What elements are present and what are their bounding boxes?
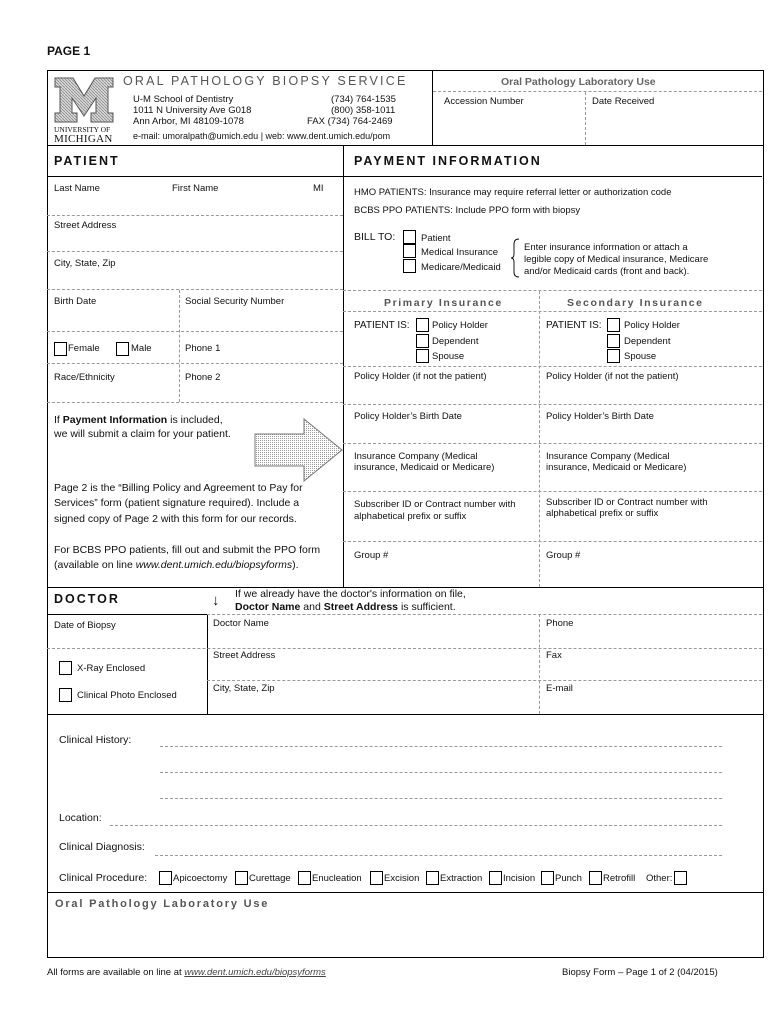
incision-checkbox[interactable] [489, 871, 502, 885]
page2-note-line3: signed copy of Page 2 with this form for our records. [54, 513, 297, 525]
biopsy-forms-link[interactable]: www.dent.umich.edu/biopsyforms [184, 967, 326, 978]
secondary-group-field[interactable] [543, 563, 759, 583]
primary-subscriber-field[interactable] [348, 524, 536, 538]
race-ethnicity-label: Race/Ethnicity [54, 372, 115, 383]
primary-ins-company-field[interactable] [348, 475, 536, 489]
contact-line: e-mail: umoralpath@umich.edu | web: www.dent.umich.edu/pom [133, 131, 391, 141]
primary-ins-company-label-2: insurance, Medicaid or Medicare) [354, 462, 495, 473]
fax-number: FAX (734) 764-2469 [307, 116, 393, 127]
phone2-label: Phone 2 [185, 372, 221, 383]
secondary-holder-birth-field[interactable] [543, 424, 759, 440]
secondary-insurance-title: Secondary Insurance [567, 297, 704, 309]
clinical-diagnosis-label: Clinical Diagnosis: [59, 841, 145, 853]
other-label: Other: [646, 873, 673, 884]
xray-enclosed-checkbox[interactable] [59, 661, 72, 675]
ssn-label: Social Security Number [185, 296, 285, 307]
patient-street-field[interactable] [50, 232, 340, 250]
footer-left: All forms are available on line at www.dent.umich.edu/biopsyforms [47, 967, 326, 978]
down-arrow-icon: ↓ [212, 592, 220, 609]
page2-note-line1: Page 2 is the “Billing Policy and Agreement to Pay for [54, 482, 303, 494]
primary-patient-is-label: PATIENT IS: [354, 320, 410, 331]
doctor-fax-label: Fax [546, 650, 562, 661]
apicoectomy-checkbox[interactable] [159, 871, 172, 885]
mi-label: MI [313, 183, 324, 194]
secondary-ins-company-field[interactable] [543, 475, 759, 489]
male-checkbox[interactable] [116, 342, 129, 356]
ssn-field[interactable] [182, 310, 340, 330]
extraction-checkbox[interactable] [426, 871, 439, 885]
last-name-label: Last Name [54, 183, 100, 194]
date-of-biopsy-label: Date of Biopsy [54, 620, 116, 631]
bill-to-medical-insurance-checkbox[interactable] [403, 244, 416, 258]
secondary-spouse-label: Spouse [624, 351, 657, 362]
bill-to-patient-label: Patient [421, 233, 451, 244]
curettage-checkbox[interactable] [235, 871, 248, 885]
primary-group-label: Group # [354, 550, 389, 561]
primary-ins-company-label-1: Insurance Company (Medical [354, 451, 478, 462]
patient-section-title: PATIENT [54, 154, 120, 168]
secondary-subscriber-label-2: alphabetical prefix or suffix [546, 508, 659, 519]
doctor-street-label: Street Address [213, 650, 276, 661]
primary-policy-holder-checkbox[interactable] [416, 318, 429, 332]
university-logo [53, 76, 115, 146]
clinical-photo-label: Clinical Photo Enclosed [77, 690, 177, 701]
accession-number-label: Accession Number [444, 96, 524, 107]
lab-use-header-title: Oral Pathology Laboratory Use [501, 76, 656, 88]
punch-checkbox[interactable] [541, 871, 554, 885]
bill-to-label: BILL TO: [354, 231, 396, 243]
bill-to-medical-insurance-label: Medical Insurance [421, 247, 499, 258]
hmo-note: HMO PATIENTS: Insurance may require referral letter or authorization code [354, 187, 672, 198]
primary-subscriber-label-2: alphabetical prefix or suffix [354, 511, 467, 522]
female-checkbox[interactable] [54, 342, 67, 356]
payment-info-note-line2: we will submit a claim for your patient. [54, 428, 231, 440]
doctor-phone-field[interactable] [543, 630, 759, 646]
bill-note-line2: legible copy of Medical insurance, Medicare [524, 254, 709, 265]
bcbs-ppo-note: BCBS PPO PATIENTS: Include PPO form with biopsy [354, 205, 581, 216]
doctor-fax-field[interactable] [543, 662, 759, 678]
primary-dependent-label: Dependent [432, 336, 479, 347]
date-of-biopsy-field[interactable] [50, 632, 204, 646]
primary-policy-holder-name-label: Policy Holder (if not the patient) [354, 371, 487, 382]
excision-label: Excision [384, 873, 420, 884]
secondary-group-label: Group # [546, 550, 581, 561]
brace-icon [510, 238, 520, 278]
secondary-ins-company-label-1: Insurance Company (Medical [546, 451, 670, 462]
service-title: ORAL PATHOLOGY BIOPSY SERVICE [123, 74, 408, 88]
city-state-zip-label: City, State, Zip [54, 258, 116, 269]
apicoectomy-label: Apicoectomy [173, 873, 228, 884]
doctor-city-field[interactable] [210, 696, 536, 712]
bill-note-line3: and/or Medicaid cards (front and back). [524, 266, 690, 277]
doctor-phone-label: Phone [546, 618, 574, 629]
primary-policy-holder-field[interactable] [348, 384, 536, 402]
primary-dependent-checkbox[interactable] [416, 334, 429, 348]
extraction-label: Extraction [440, 873, 483, 884]
phone1-label: Phone 1 [185, 343, 221, 354]
bcbs-note-line2: (available on line www.dent.umich.edu/biopsyforms). [54, 559, 299, 571]
female-label: Female [68, 343, 100, 354]
clinical-diagnosis-field[interactable] [155, 836, 722, 854]
clinical-procedure-label: Clinical Procedure: [59, 872, 148, 884]
doctor-note-line1: If we already have the doctor's information on file, [235, 588, 466, 600]
bill-note-line1: Enter insurance information or attach a [524, 242, 688, 253]
primary-holder-birth-label: Policy Holder’s Birth Date [354, 411, 462, 422]
logo-michigan: MICHIGAN [54, 133, 113, 145]
date-received-field[interactable] [590, 108, 755, 138]
clinical-history-label: Clinical History: [59, 734, 132, 746]
bcbs-note-line1: For BCBS PPO patients, fill out and submit the PPO form [54, 544, 321, 556]
incision-label: Incision [503, 873, 536, 884]
clinical-history-field[interactable] [160, 728, 722, 798]
curettage-label: Curettage [249, 873, 291, 884]
logo-university-of: UNIVERSITY OF [54, 125, 111, 134]
payment-section-title: PAYMENT INFORMATION [354, 154, 542, 168]
enucleation-checkbox[interactable] [298, 871, 311, 885]
address-line-2: 1011 N University Ave G018 [133, 105, 252, 116]
secondary-policy-holder-name-label: Policy Holder (if not the patient) [546, 371, 679, 382]
punch-label: Punch [555, 873, 582, 884]
secondary-policy-holder-field[interactable] [543, 384, 759, 402]
secondary-subscriber-label-1: Subscriber ID or Contract number with [546, 497, 708, 508]
secondary-policy-holder-checkbox[interactable] [607, 318, 620, 332]
doctor-city-label: City, State, Zip [213, 683, 275, 694]
street-address-label: Street Address [54, 220, 117, 231]
retrofill-checkbox[interactable] [589, 871, 602, 885]
accession-number-field[interactable] [440, 108, 580, 138]
doctor-email-label: E-mail [546, 683, 573, 694]
doctor-street-field[interactable] [210, 662, 536, 678]
primary-policy-holder-label: Policy Holder [432, 320, 488, 331]
doctor-section-title: DOCTOR [54, 592, 120, 606]
payment-info-note: If Payment Information is included, [54, 414, 223, 426]
enucleation-label: Enucleation [312, 873, 362, 884]
address-line-1: U-M School of Dentistry [133, 94, 234, 105]
phone-main: (734) 764-1535 [331, 94, 396, 105]
secondary-ins-company-label-2: insurance, Medicaid or Medicare) [546, 462, 687, 473]
bill-to-patient-checkbox[interactable] [403, 230, 416, 244]
doctor-name-label: Doctor Name [213, 618, 269, 629]
male-label: Male [131, 343, 152, 354]
primary-spouse-label: Spouse [432, 351, 465, 362]
other-checkbox[interactable] [674, 871, 687, 885]
lab-use-footer-title: Oral Pathology Laboratory Use [55, 898, 270, 910]
primary-holder-birth-field[interactable] [348, 424, 536, 440]
secondary-subscriber-field[interactable] [543, 524, 759, 538]
secondary-spouse-checkbox[interactable] [607, 349, 620, 363]
location-field[interactable] [110, 806, 722, 824]
bill-to-medicare-label: Medicare/Medicaid [421, 262, 501, 273]
primary-group-field[interactable] [348, 563, 536, 583]
arrow-right-icon [254, 418, 344, 482]
primary-spouse-checkbox[interactable] [416, 349, 429, 363]
primary-insurance-title: Primary Insurance [384, 297, 503, 309]
excision-checkbox[interactable] [370, 871, 383, 885]
doctor-name-field[interactable] [210, 630, 536, 646]
first-name-label: First Name [172, 183, 219, 194]
secondary-dependent-checkbox[interactable] [607, 334, 620, 348]
page2-note-line2: Services” form (patient signature required). Include a [54, 497, 300, 509]
clinical-photo-checkbox[interactable] [59, 688, 72, 702]
address-line-3: Ann Arbor, MI 48109-1078 [133, 116, 244, 127]
secondary-policy-holder-label: Policy Holder [624, 320, 680, 331]
footer-page-info: Biopsy Form – Page 1 of 2 (04/2015) [562, 967, 718, 978]
retrofill-label: Retrofill [603, 873, 636, 884]
secondary-dependent-label: Dependent [624, 336, 671, 347]
doctor-email-field[interactable] [543, 696, 759, 712]
block-m-icon [53, 76, 115, 124]
page-label: PAGE 1 [47, 44, 91, 58]
secondary-patient-is-label: PATIENT IS: [546, 320, 602, 331]
bill-to-medicare-checkbox[interactable] [403, 259, 416, 273]
date-received-label: Date Received [592, 96, 655, 107]
birth-date-field[interactable] [50, 310, 176, 330]
secondary-holder-birth-label: Policy Holder’s Birth Date [546, 411, 654, 422]
primary-subscriber-label-1: Subscriber ID or Contract number with [354, 499, 516, 510]
doctor-note-line2: Doctor Name and Street Address is sufficient. [235, 601, 456, 613]
phone-tollfree: (800) 358-1011 [331, 105, 396, 116]
xray-enclosed-label: X-Ray Enclosed [77, 663, 146, 674]
birth-date-label: Birth Date [54, 296, 97, 307]
patient-name-field[interactable] [50, 196, 340, 214]
patient-city-field[interactable] [50, 272, 340, 288]
location-label: Location: [59, 812, 102, 824]
